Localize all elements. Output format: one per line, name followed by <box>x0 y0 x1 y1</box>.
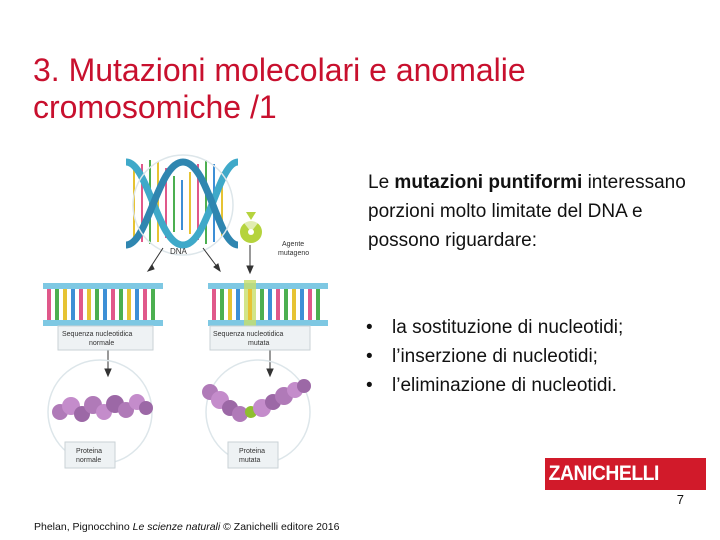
intro-paragraph <box>368 168 698 255</box>
mutation-figure <box>38 150 338 475</box>
page-number: 7 <box>676 492 684 507</box>
protein-mutated-label-2: mutata <box>239 457 261 464</box>
paragraph-rest: interessano porzioni molto limitate del DNA e possono riguardare: <box>368 172 686 251</box>
zanichelli-logo: ZANICHELLI <box>545 458 706 490</box>
bullet-text: la sostituzione di nucleotidi; <box>392 317 624 338</box>
bullet-dot: • <box>366 317 373 338</box>
bullet-text: l’eliminazione di nucleotidi. <box>392 375 617 396</box>
footer-book-title: Le scienze naturali <box>132 521 221 533</box>
bullet-item <box>366 371 716 400</box>
agent-label-2: mutageno <box>278 250 310 257</box>
bullet-item <box>366 342 716 371</box>
bullet-list <box>366 313 716 400</box>
paragraph-prefix: Le <box>368 172 395 193</box>
slide-title: 3. Mutazioni molecolari e anomalie cromosomiche /1 <box>33 52 526 125</box>
bullet-dot: • <box>366 346 373 367</box>
dna-label: DNA <box>170 247 187 256</box>
paragraph-bold-term: mutazioni puntiformi <box>394 172 583 193</box>
footer-suffix: © Zanichelli editore 2016 <box>220 521 340 533</box>
agent-label-1: Agente <box>282 241 305 248</box>
footer-credit <box>34 521 339 533</box>
seq-normal-label-1: Sequenza nucleotidica <box>62 331 133 338</box>
protein-normal-label-2: normale <box>76 457 102 464</box>
seq-normal-label-2: normale <box>89 340 115 347</box>
seq-mutated-label-1: Sequenza nucleotidica <box>213 331 284 338</box>
dna-helix <box>126 155 238 255</box>
bullet-dot: • <box>366 375 373 396</box>
bullet-item <box>366 313 716 342</box>
bullet-text: l’inserzione di nucleotidi; <box>392 346 598 367</box>
seq-mutated-label-2: mutata <box>248 340 270 347</box>
protein-normal-label-1: Proteina <box>76 448 103 455</box>
protein-mutated-label-1: Proteina <box>239 448 266 455</box>
mutagen-icon <box>240 212 262 243</box>
footer-prefix: Phelan, Pignocchino <box>34 521 133 533</box>
